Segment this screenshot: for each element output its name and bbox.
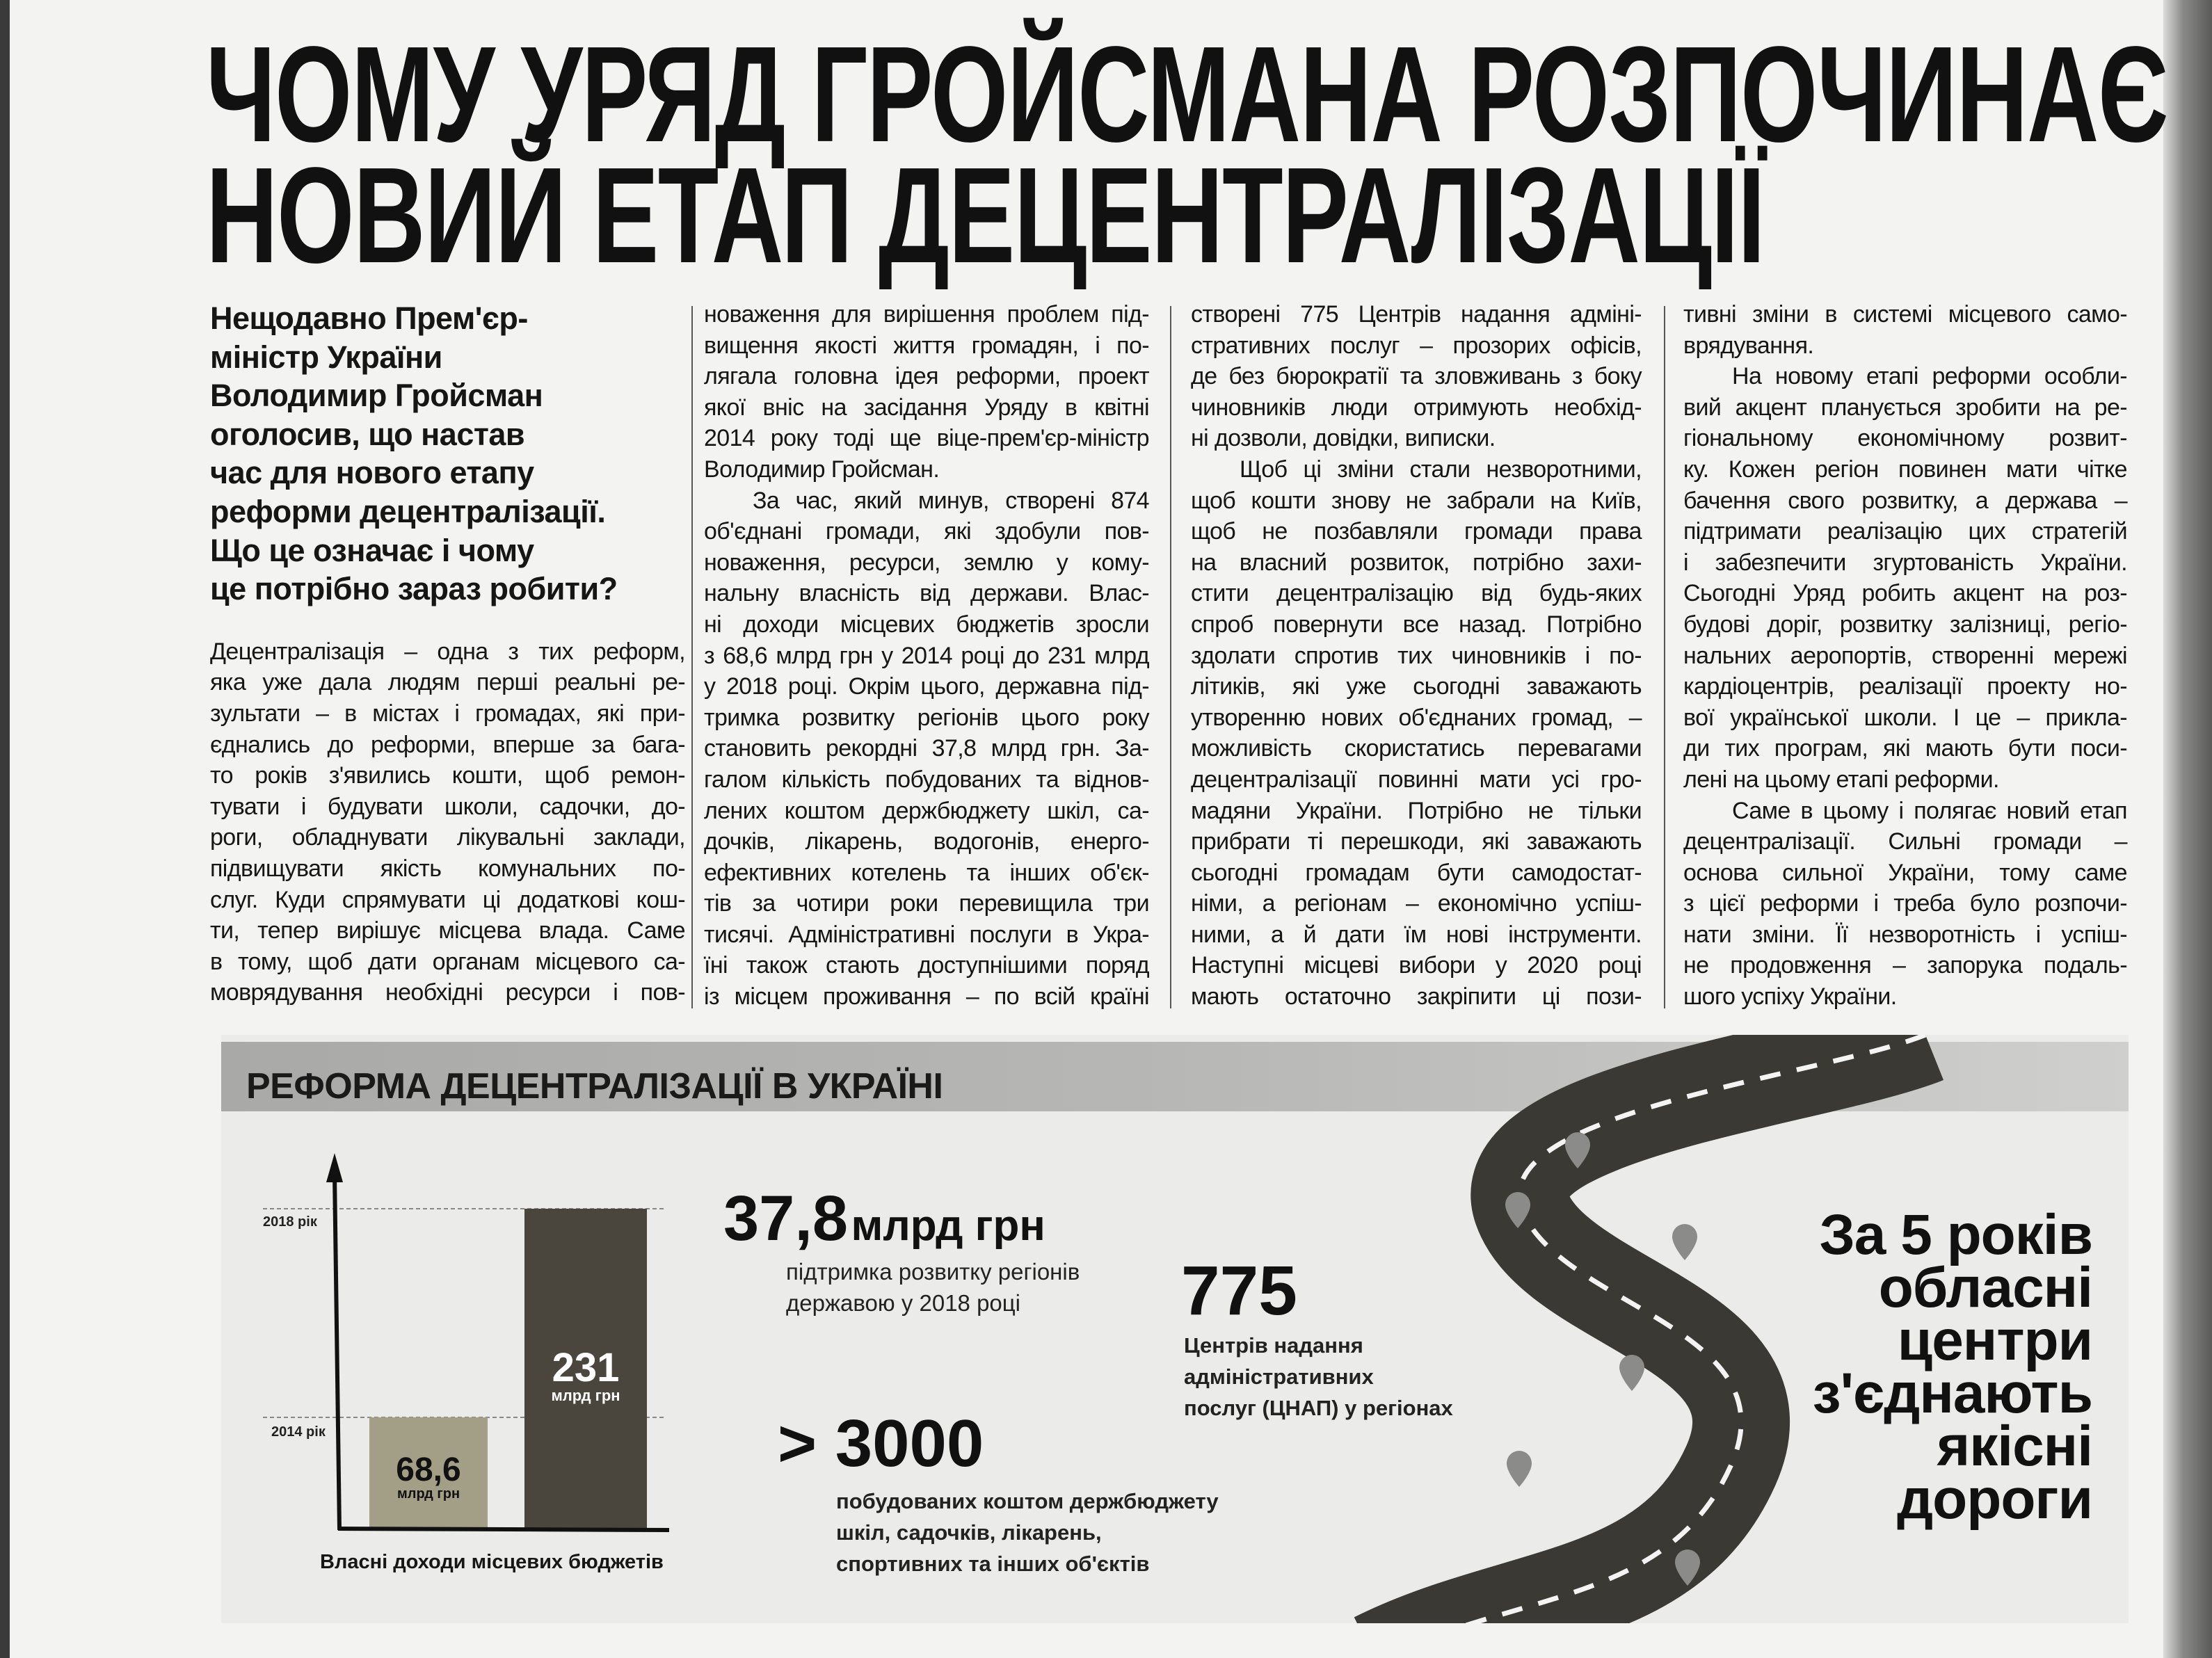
text-line: єднались до реформи, вперше за бага- [210, 731, 685, 758]
text-line: вищення якості життя громадян, і по- [704, 332, 1149, 359]
text-line: новаження для вирішення проблем під- [704, 301, 1149, 328]
lead-line: час для нового етапу [210, 455, 534, 491]
stat-description-line: адміністративних [1184, 1365, 1374, 1389]
text-line: дочків, лікарень, водогонів, енерго- [704, 828, 1149, 855]
text-line: Володимир Гройсман. [704, 456, 940, 483]
text-line: щоб не позбавляли громади права [1191, 518, 1642, 545]
y-axis [335, 1174, 339, 1530]
text-line: зультати – в містах і громадах, які при- [210, 700, 685, 727]
text-line: роги, обладнувати лікувальні заклади, [210, 824, 685, 851]
x-axis [338, 1529, 669, 1530]
lead-line: Нещодавно Прем'єр- [210, 300, 528, 336]
text-line: де без бюрократії та зловживань з боку [1191, 363, 1642, 390]
tick-label-2018: 2018 рік [263, 1214, 317, 1230]
chart-caption: Власні доходи місцевих бюджетів [320, 1551, 664, 1573]
lead-line: оголосив, що настав [210, 416, 525, 452]
article-column-4 [1683, 299, 2127, 1013]
infographic-title: РЕФОРМА ДЕЦЕНТРАЛІЗАЦІЇ В УКРАЇНІ [246, 1066, 943, 1106]
text-line: тримка розвитку регіонів цього року [704, 704, 1149, 731]
paragraph [210, 636, 685, 1008]
text-line: щоб кошти знову не забрали на Київ, [1191, 487, 1642, 514]
stat-description [786, 1256, 1080, 1319]
text-line: у 2018 році. Окрім цього, державна під- [704, 673, 1149, 700]
text-line: ку. Кожен регіон повинен мати чітке [1683, 456, 2127, 483]
map-pin-icon [1619, 1355, 1644, 1391]
lead-line: реформи децентралізації. [210, 493, 606, 529]
infographic [221, 1035, 2129, 1623]
text-line: утворенню нових об'єднаних громад, – [1191, 704, 1642, 731]
text-line: яка уже дала людям перші реальні ре- [210, 669, 685, 696]
text-line: Децентралізація – одна з тих реформ, [210, 638, 685, 665]
stat-value: > 3000 [778, 1406, 984, 1481]
text-line: лягала головна ідея реформи, проект [704, 363, 1149, 390]
text-line: ні доходи місцевих бюджетів зросли [704, 611, 1149, 638]
text-line: спроб повернути все назад. Потрібно [1191, 611, 1642, 638]
text-line: ти, тепер вирішує місцева влада. Саме [210, 917, 685, 944]
map-pin-icon [1507, 1451, 1532, 1487]
text-line: нальну власність від держави. Влас- [704, 580, 1149, 607]
stat-description-line: послуг (ЦНАП) у регіонах [1184, 1396, 1453, 1420]
text-line: ними, а й дати їм нові інструменти. [1191, 921, 1642, 948]
text-line: і забезпечити згуртованість України. [1683, 549, 2127, 576]
text-line: в тому, щоб дати органам місцевого са- [210, 948, 685, 975]
article-column-2 [704, 299, 1149, 1013]
text-line: ні дозволи, довідки, виписки. [1191, 425, 1496, 452]
stat-description-line: державою у 2018 році [786, 1290, 1021, 1316]
roads-callout [1812, 1203, 2092, 1531]
paragraph [1191, 454, 1642, 1013]
text-line: тисячі. Адміністративні послуги в Укра- [704, 921, 1149, 948]
lead-line: міністр України [210, 339, 442, 375]
text-line: децентралізації. Сильні громади – [1683, 828, 2127, 855]
text-line: мають остаточно закріпити ці пози- [1191, 983, 1642, 1011]
text-line: підтримати реалізацію цих стратегій [1683, 518, 2127, 545]
bar-value: 68,6 [396, 1451, 461, 1488]
lead-line: Володимир Гройсман [210, 378, 543, 414]
text-line: з 68,6 млрд грн у 2014 році до 231 млрд [704, 642, 1149, 669]
stat-description-line: Центрів надання [1184, 1333, 1363, 1358]
tick-label-2014: 2014 рік [271, 1424, 326, 1440]
text-line: становить рекордні 37,8 млрд грн. За- [704, 735, 1149, 762]
lead-line: Що це означає і чому [210, 532, 534, 568]
page-edge-left [0, 0, 10, 1658]
roads-callout-line: якісні [1937, 1415, 2092, 1478]
paragraph [704, 299, 1149, 485]
text-line: із місцем проживання – по всій країні [704, 983, 1149, 1011]
text-line: якої вніс на засідання Уряду в квітні [704, 394, 1149, 421]
bar-unit: млрд грн [396, 1486, 460, 1502]
text-line: їні також стають доступнішими поряд [704, 952, 1149, 979]
text-line: лених коштом держбюджету шкіл, са- [704, 797, 1149, 824]
text-line: то років з'явились кошти, щоб ремон- [210, 762, 685, 789]
text-line: Сьогодні Уряд робить акцент на роз- [1683, 580, 2127, 607]
bar-unit: млрд грн [551, 1387, 620, 1404]
text-line: чиновників люди отримують необхід- [1191, 394, 1642, 421]
column-divider [691, 306, 693, 1008]
text-line: створені 775 Центрів надання адміні- [1191, 301, 1642, 328]
headline-line-1: ЧОМУ УРЯД ГРОЙСМАНА РОЗПОЧИНАЄ [206, 18, 2168, 170]
text-line: німи, а регіонам – економічно успіш- [1191, 890, 1642, 917]
column-divider [1170, 306, 1171, 1008]
text-line: Наступні місцеві вибори у 2020 році [1191, 952, 1642, 979]
text-line: прибрати ті перешкоди, які заважають [1191, 828, 1642, 855]
text-line: бачення свого розвитку, а держава – [1683, 487, 2127, 514]
text-line: лені на цьому етапі реформи. [1683, 766, 1999, 793]
text-line: тів за чотири роки перевищила три [704, 890, 1149, 917]
stat-description-line: побудованих коштом держбюджету [836, 1489, 1219, 1513]
roads-callout-line: центри [1897, 1309, 2092, 1372]
roads-callout-line: обласні [1878, 1256, 2092, 1319]
stat-description [1184, 1330, 1453, 1424]
roads-callout-line: За 5 років [1819, 1203, 2092, 1266]
article-lead [210, 299, 685, 609]
text-line: слуг. Куди спрямувати ці додаткові кош- [210, 886, 685, 913]
article-body [210, 636, 685, 1008]
text-line: моврядування необхідні ресурси і пов- [210, 979, 685, 1006]
text-line: стративних послуг – прозорих офісів, [1191, 332, 1642, 359]
article-column-3 [1191, 299, 1642, 1013]
column-divider [1664, 306, 1665, 1008]
text-line: 2014 року тоді ще віце-прем'єр-міністр [704, 425, 1149, 452]
paragraph [704, 485, 1149, 1013]
text-line: тувати і будувати школи, садочки, до- [210, 793, 685, 820]
stat-unit: млрд грн [851, 1202, 1045, 1250]
paragraph [1683, 299, 2127, 361]
lead-line: це потрібно зараз робити? [210, 571, 618, 607]
text-line: шого успіху України. [1683, 983, 1897, 1011]
text-line: сьогодні громадам бути самодостат- [1191, 859, 1642, 886]
bar-value: 231 [552, 1345, 620, 1390]
map-pin-icon [1672, 1224, 1697, 1260]
text-line: гіональному економічному розвит- [1683, 425, 2127, 452]
text-line: вий акцент планується зробити на ре- [1683, 394, 2127, 421]
text-line: нальних аеропортів, створенні мережі [1683, 642, 2127, 669]
text-line: новаження, ресурси, землю у кому- [704, 549, 1149, 576]
headline-line-2: НОВИЙ ЕТАП ДЕЦЕНТРАЛІЗАЦІЇ [206, 139, 1765, 291]
text-line: можливість скористатись перевагами [1191, 735, 1642, 762]
page-edge-right [2163, 0, 2212, 1658]
bar-label-2014 [369, 1451, 488, 1502]
text-line: на власний розвиток, потрібно захи- [1191, 549, 1642, 576]
text-line: підвищувати якість комунальних по- [210, 855, 685, 882]
text-line: з цієї реформи і треба було розпочи- [1683, 890, 2127, 917]
text-line: нати зміни. Її незворотність і успіш- [1683, 921, 2127, 948]
paragraph [1683, 796, 2127, 1013]
text-line: мадяни України. Потрібно не тільки [1191, 797, 1642, 824]
text-line: На новому етапі реформи особли- [1732, 363, 2127, 390]
article-column-1 [210, 299, 685, 1008]
text-line: вої української школи. І це – прикла- [1683, 704, 2127, 731]
paragraph [1683, 361, 2127, 795]
text-line: стити децентралізацію від будь-яких [1191, 580, 1642, 607]
text-line: не продовження – запорука подаль- [1683, 952, 2127, 979]
stat-value: 37,8 [723, 1183, 849, 1254]
text-line: децентралізації повинні мати усі гро- [1191, 766, 1642, 793]
text-line: кардіоцентрів, реалізації проекту но- [1683, 673, 2127, 700]
text-line: об'єднані громади, які здобули пов- [704, 518, 1149, 545]
text-line: За час, який минув, створені 874 [753, 487, 1149, 514]
axis-arrow-icon [326, 1153, 343, 1182]
stat-value: 775 [1181, 1252, 1297, 1330]
text-line: Саме в цьому і полягає новий етап [1732, 797, 2127, 824]
bar-label-2018 [524, 1345, 647, 1404]
roads-callout-line: з'єднають [1812, 1362, 2092, 1425]
stat-description-line: спортивних та інших об'єктів [836, 1552, 1150, 1576]
text-line: основа сильної України, тому саме [1683, 859, 2127, 886]
roads-callout-line: дороги [1897, 1467, 2092, 1531]
text-line: ди тих програм, які мають бути поси- [1683, 735, 2127, 762]
text-line: будові доріг, розвитку залізниці, регіо- [1683, 611, 2127, 638]
text-line: галом кількість побудованих та віднов- [704, 766, 1149, 793]
text-line: здолати спротив тих чиновників і по- [1191, 642, 1642, 669]
stat-description [836, 1486, 1219, 1579]
stat-value-line [723, 1183, 1045, 1254]
text-line: врядування. [1683, 332, 1814, 359]
paragraph [1191, 299, 1642, 454]
text-line: ефективних котелень та інших об'єк- [704, 859, 1149, 886]
text-line: літиків, які уже сьогодні заважають [1191, 673, 1642, 700]
text-line: тивні зміни в системі місцевого само- [1683, 301, 2127, 328]
text-line: Щоб ці зміни стали незворотними, [1240, 456, 1642, 483]
stat-description-line: шкіл, садочків, лікарень, [836, 1520, 1102, 1545]
stat-description-line: підтримка розвитку регіонів [786, 1259, 1080, 1285]
